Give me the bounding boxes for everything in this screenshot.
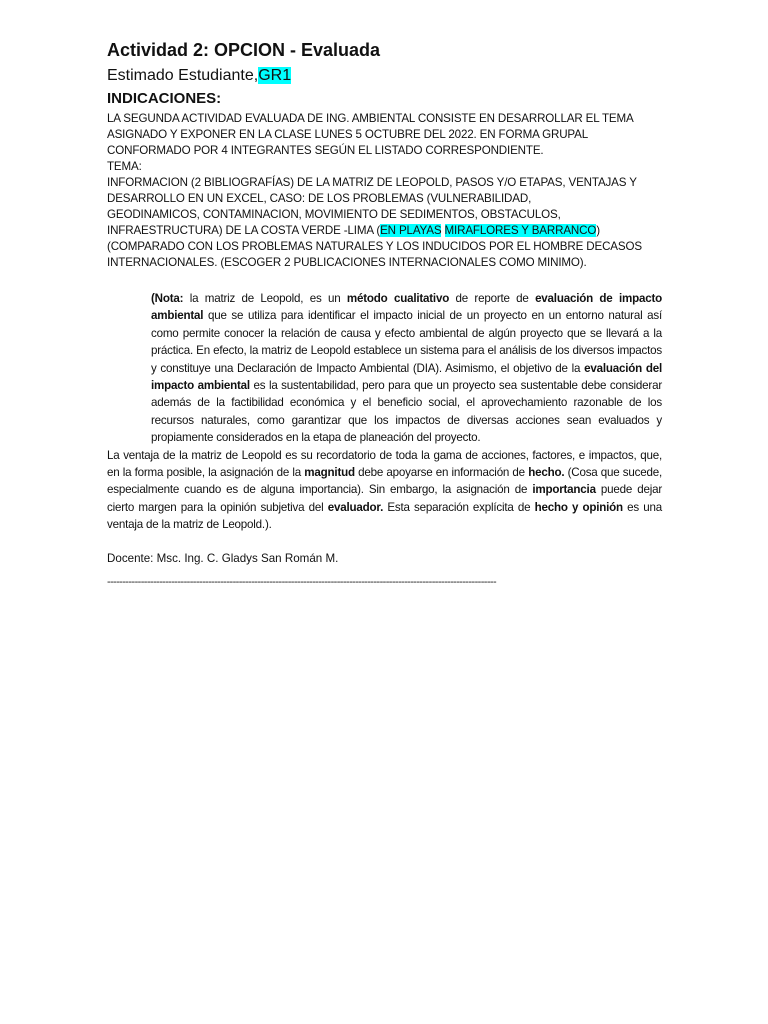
document-page — [107, 38, 662, 588]
note-bold: hecho. — [528, 466, 565, 480]
note-text: es la sustentabilidad, pero para que un proyecto sea sustentable debe considerar además de la factibilidad económica y el beneficio social, el aprovechamiento razonable de los recursos naturales, como garantizar que los impactos de diversas acciones sean evaluados y propiamente considerados en la etapa de planeación del proyecto. — [151, 379, 662, 445]
note-bold: evaluador. — [327, 500, 384, 514]
note-text: puede dejar cierto margen para la opinión subjetiva del — [107, 483, 663, 514]
highlight-miraflores: MIRAFLORES Y BARRANCO — [444, 224, 597, 237]
note-text: La ventaja de la matriz de Leopold es su recordatorio de toda la gama de acciones, factores, e impactos, que, en la forma posible, la asignación de la — [107, 448, 662, 480]
note-text: debe apoyarse en información de — [354, 466, 529, 480]
note-text: la matriz de Leopold, es un — [183, 292, 347, 305]
note-paragraph-1 — [107, 290, 662, 447]
note-paragraph-2 — [107, 447, 662, 534]
tema-line: (COMPARADO CON LOS PROBLEMAS NATURALES Y LOS INDUCIDOS POR EL HOMBRE DECASOS — [107, 240, 642, 253]
dashed-divider: ------------------------------------------------------------------------------------------------------------------------------- — [107, 575, 497, 588]
note-text: (Cosa que sucede, especialmente cuando es de alguna importancia). Sin embargo, la asignación de — [107, 466, 662, 497]
note-text: Esta separación explícita de — [383, 500, 535, 514]
docente-line: Docente: Msc. Ing. C. Gladys San Román M. — [107, 551, 339, 565]
tema-line: GEODINAMICOS, CONTAMINACION, MOVIMIENTO DE SEDIMENTOS, OBSTACULOS, — [107, 208, 561, 221]
note-bold: evaluación de impacto ambiental — [151, 292, 662, 323]
note-bold: magnitud — [304, 466, 355, 480]
tema-prefix: INFRAESTRUCTURA) DE LA COSTA VERDE -LIMA ( — [107, 224, 381, 237]
instruction-line: LA SEGUNDA ACTIVIDAD EVALUADA DE ING. AMBIENTAL CONSISTE EN DESARROLLAR EL TEMA — [107, 112, 634, 125]
tema-suffix: ) — [596, 224, 600, 237]
group-highlight: GR1 — [258, 67, 292, 84]
greeting-text: Estimado Estudiante, — [107, 67, 259, 84]
instruction-line: CONFORMADO POR 4 INTEGRANTES SEGÚN EL LISTADO CORRESPONDIENTE. — [107, 144, 544, 157]
note-text: de reporte de — [449, 292, 536, 305]
greeting — [107, 65, 662, 87]
note-bold: método cualitativo — [346, 292, 450, 305]
instructions-block — [107, 111, 662, 271]
tema-line: INFORMACION (2 BIBLIOGRAFÍAS) DE LA MATRIZ DE LEOPOLD, PASOS Y/O ETAPAS, VENTAJAS Y — [107, 176, 637, 189]
indicaciones-heading: INDICACIONES: — [107, 90, 222, 107]
note-text: que se utiliza para identificar el impacto inicial de un proyecto en un entorno natural así como permite conocer la relación de causa y efecto ambiental de algún proyecto que se llevará a la práctica. En efecto, la matriz de Leopold establece un sistema para el análisis de los diversos impactos y constituye una Declaración de Impacto Ambiental (DIA). Asimismo, el objetivo de la — [151, 309, 662, 375]
note-bold: importancia — [532, 483, 596, 497]
note-open-paren: ( — [151, 292, 155, 305]
note-block — [107, 290, 662, 534]
note-bold: hecho y opinión — [534, 500, 623, 514]
highlight-playas: EN PLAYAS — [380, 224, 442, 237]
page-title: Actividad 2: OPCION - Evaluada — [107, 40, 381, 60]
tema-label: TEMA: — [107, 160, 142, 173]
tema-line: INTERNACIONALES. (ESCOGER 2 PUBLICACIONES INTERNACIONALES COMO MINIMO). — [107, 256, 587, 269]
note-text: es una ventaja de la matriz de Leopold.). — [107, 500, 662, 532]
note-label: Nota: — [154, 292, 184, 305]
note-bold: evaluación del impacto ambiental — [151, 361, 662, 393]
tema-line — [107, 223, 662, 239]
tema-line: DESARROLLO EN UN EXCEL, CASO: DE LOS PROBLEMAS (VULNERABILIDAD, — [107, 192, 532, 205]
instruction-line: ASIGNADO Y EXPONER EN LA CLASE LUNES 5 OCTUBRE DEL 2022. EN FORMA GRUPAL — [107, 128, 589, 141]
